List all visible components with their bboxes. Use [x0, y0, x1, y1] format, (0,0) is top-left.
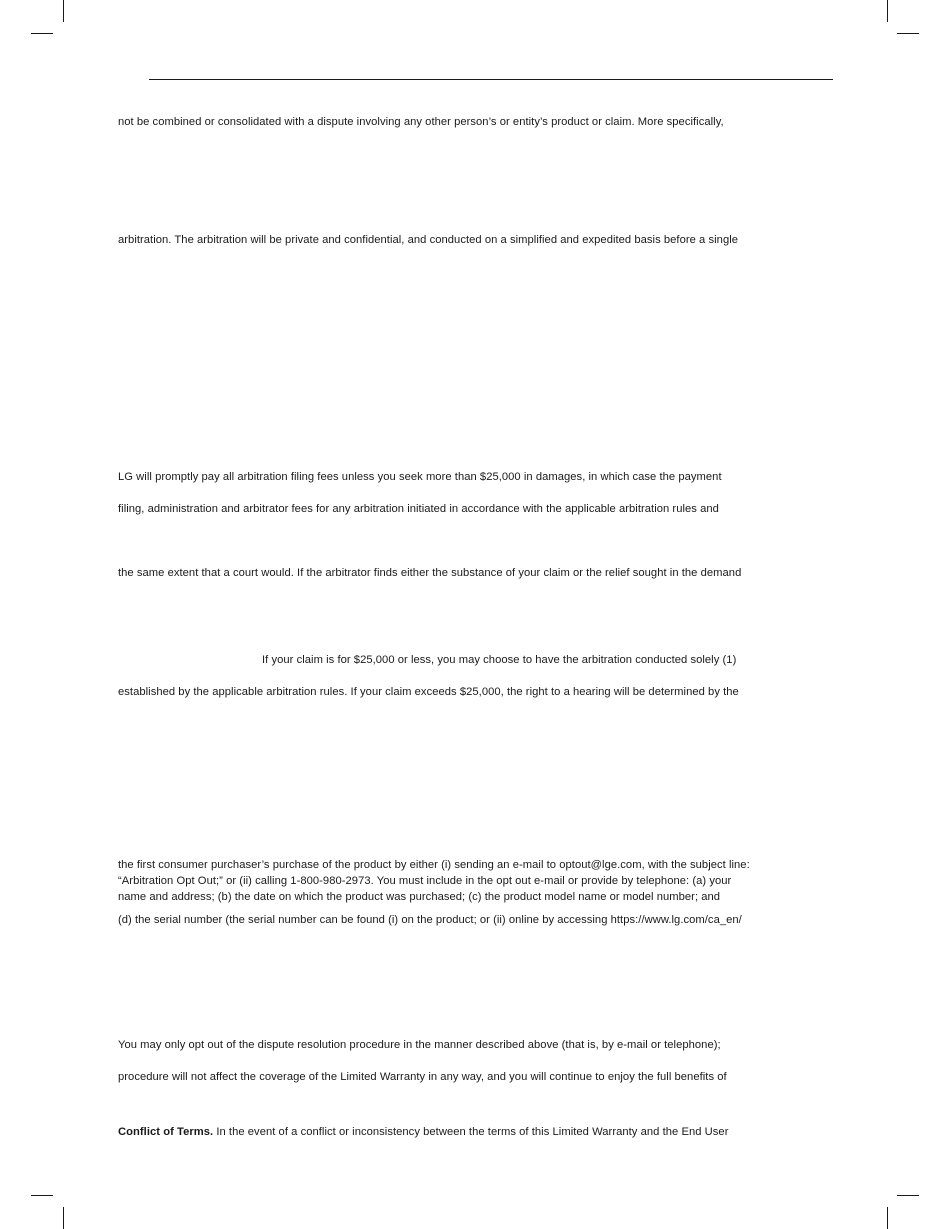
document-line-7: established by the applicable arbitration rules. If your claim exceeds $25,000, the right to a hearing will be determined by the — [118, 686, 739, 698]
document-line-13: procedure will not affect the coverage of the Limited Warranty in any way, and you will continue to enjoy the full benefits of — [118, 1071, 727, 1083]
crop-mark-bottom-right-vertical — [887, 1207, 888, 1229]
document-line-4: filing, administration and arbitrator fees for any arbitration initiated in accordance with the applicable arbitration rules and — [118, 503, 719, 515]
crop-mark-bottom-left-vertical — [63, 1207, 64, 1229]
document-line-11: (d) the serial number (the serial number can be found (i) on the product; or (ii) online by accessing https://www.lg.com/ca_en/ — [118, 914, 742, 926]
document-line-9: “Arbitration Opt Out;” or (ii) calling 1-800-980-2973. You must include in the opt out e-mail or provide by telephone: (a) your — [118, 875, 732, 887]
document-line-1: not be combined or consolidated with a dispute involving any other person’s or entity’s product or claim. More specifically, — [118, 116, 724, 128]
crop-mark-top-right-vertical — [887, 0, 888, 22]
conflict-of-terms-line — [118, 1125, 728, 1139]
document-line-10: name and address; (b) the date on which the product was purchased; (c) the product model name or model number; and — [118, 891, 721, 903]
crop-mark-bottom-right-horizontal — [897, 1195, 919, 1196]
header-rule — [149, 79, 833, 80]
crop-mark-bottom-left-horizontal — [31, 1195, 53, 1196]
document-line-8: the first consumer purchaser’s purchase of the product by either (i) sending an e-mail to optout@lge.com, with the subject line: — [118, 859, 750, 871]
crop-mark-top-left-horizontal — [31, 33, 53, 34]
document-line-6: If your claim is for $25,000 or less, you may choose to have the arbitration conducted solely (1) — [262, 654, 737, 666]
document-line-3: LG will promptly pay all arbitration filing fees unless you seek more than $25,000 in damages, in which case the payment — [118, 471, 722, 483]
crop-mark-top-left-vertical — [63, 0, 64, 22]
document-line-2: arbitration. The arbitration will be private and confidential, and conducted on a simplified and expedited basis before a single — [118, 234, 739, 246]
conflict-of-terms-heading: Conflict of Terms. — [118, 1126, 214, 1138]
document-line-12: You may only opt out of the dispute resolution procedure in the manner described above (that is, by e-mail or telephone); — [118, 1039, 721, 1051]
document-line-5: the same extent that a court would. If the arbitrator finds either the substance of your claim or the relief sought in the demand — [118, 567, 742, 579]
conflict-of-terms-text: In the event of a conflict or inconsistency between the terms of this Limited Warranty and the End User — [213, 1126, 729, 1138]
crop-mark-top-right-horizontal — [897, 33, 919, 34]
